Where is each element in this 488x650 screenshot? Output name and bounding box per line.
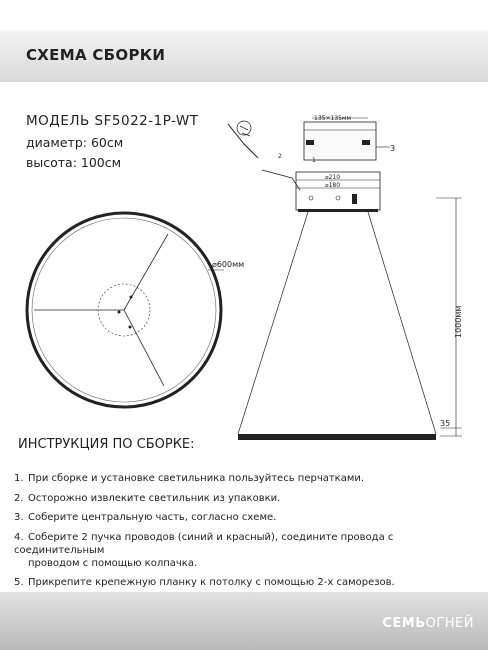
brand-logo: [382, 616, 474, 631]
top-view-ring: [27, 213, 224, 407]
step-number: 5.: [14, 577, 24, 588]
list-item: [14, 511, 484, 524]
list-item: [14, 531, 484, 570]
list-item: [14, 492, 484, 505]
list-item: [14, 472, 484, 485]
step-text: Прикрепите крепежную планку к потолку с помощью 2-х саморезов.: [28, 577, 395, 588]
step-number: 3.: [14, 512, 24, 523]
footer-bar: [0, 592, 488, 650]
step-text: Соберите 2 пучка проводов (синий и красный), соедините провода с соединительным: [14, 531, 394, 556]
step-text: Осторожно извлеките светильник из упаковки.: [28, 492, 281, 504]
brand-light: ОГНЕЙ: [425, 616, 474, 631]
suspension-cables: [238, 212, 436, 440]
mount-label-1: 1: [312, 157, 316, 164]
step-text: Соберите центральную часть, согласно схеме.: [28, 512, 277, 523]
page-title: СХЕМА СБОРКИ: [26, 46, 166, 64]
height-label: высота: 100см: [26, 155, 122, 170]
instructions-title: ИНСТРУКЦИЯ ПО СБОРКЕ:: [18, 437, 195, 452]
step-text-continued: проводом с помощью колпачка.: [28, 557, 198, 569]
model-label: МОДЕЛЬ SF5022-1P-WT: [26, 113, 199, 129]
d180-dimension: ⌀180: [325, 182, 341, 189]
d210-dimension: ⌀210: [325, 174, 341, 181]
ring-thickness-dimension: 35: [440, 419, 451, 428]
step-number: 2.: [14, 492, 24, 504]
list-item: [14, 576, 484, 589]
step-number: 1.: [14, 473, 24, 484]
plate-dimension: 135×135мм: [314, 115, 351, 122]
diameter-dimension: ⌀600мм: [212, 260, 245, 269]
height-dimension: 1000мм: [454, 305, 463, 338]
step-text: При сборке и установке светильника пользуйтесь перчатками.: [28, 473, 365, 484]
diameter-label: диаметр: 60см: [26, 135, 124, 150]
step-number: 4.: [14, 531, 24, 543]
mount-label-2: 2: [278, 153, 282, 160]
ceiling-mount: [228, 118, 390, 212]
mount-label-3: 3: [390, 144, 396, 153]
brand-bold: СЕМЬ: [382, 616, 426, 631]
